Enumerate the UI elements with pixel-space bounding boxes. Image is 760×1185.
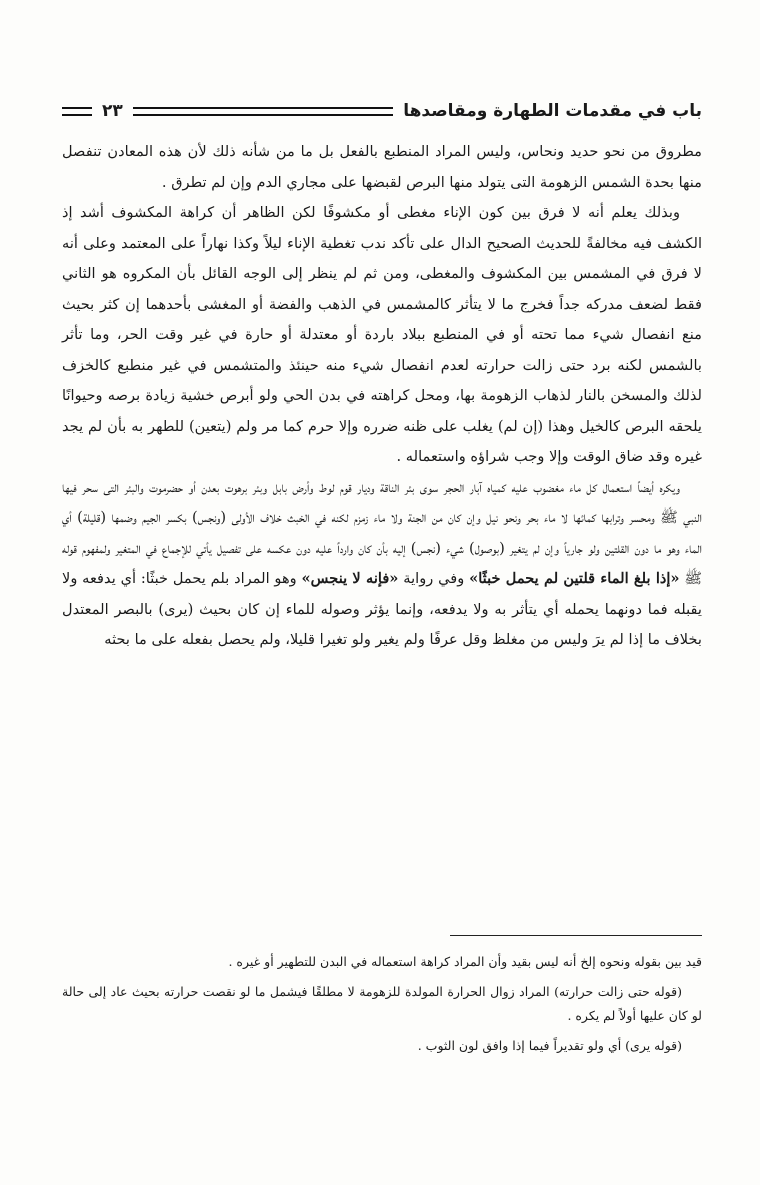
footnote: (قوله يرى) أي ولو تقديراً فيما إذا وافق لون الثوب .	[417, 1038, 682, 1053]
footnote-divider	[450, 935, 702, 936]
chapter-title: باب في مقدمات الطهارة ومقاصدها	[403, 101, 702, 121]
paragraph-text: وهو المراد بلم يحمل خبثًا: أي يدفعه ولا يقبله فما دونهما يحمله أي يتأثر به ولا يدفعه، وإنما يؤثر وصوله للماء إن كان بحيث (يرى) بالبصر المعتدل بخلاف ما إذا لم يرَ وليس من مغلظ وقل عرفًا ولم يغير ولو تغيرا قليلا، ولم يحصل بفعله على ما بحثه	[62, 570, 702, 648]
header-rule	[133, 107, 393, 116]
running-header	[62, 96, 702, 126]
paragraph-text: ويكره أيضاً استعمال كل ماء مغضوب عليه كمياه آبار الحجر سوى بئر الناقة وديار قوم لوط وأرض بابل وبئر برهوت بعدن أو حضرموت والبئر التى سحر فيها النبي ﷺ ومحسر وترابها كمائها لا ماء بحر ونحو نيل وإن كان من الجنة ولا ماء زمزم لكنه في الخبث خلاف الأولى (ونجس) بكسر الجيم وضمها (قليلة) أي الماء وهو ما دون القلتين ولو جارياً وإن لم يتغير (بوصول) شيء (نجس) إليه بأن كان وارداً عليه دون عكسه على تفصيل يأتي للإجماع في المتغير ولمفهوم قوله ﷺ	[62, 478, 702, 587]
footnotes	[62, 950, 702, 1064]
footnote: قيد بين بقوله ونحوه إلخ أنه ليس بقيد وأن المراد كراهة استعماله في البدن للتطهير أو غيره .	[228, 954, 702, 969]
main-text	[62, 137, 702, 656]
footnote: (قوله حتى زالت حرارته) المراد زوال الحرارة المولدة للزهومة لا مطلقًا فيشمل ما لو نقصت حرارته بحيث عاد إلى حالة لو كان عليها أولاً لم يكره .	[62, 984, 702, 1023]
paragraph	[62, 473, 702, 656]
hadith-quote: «إذا بلغ الماء قلتين لم يحمل خبثًا»	[469, 570, 680, 587]
page-number: ٢٣	[102, 101, 123, 121]
paragraph: مطروق من نحو حديد ونحاس، وليس المراد المنطبع بالفعل بل ما من شأنه ذلك لأن هذه المعادن تنفصل منها بحدة الشمس الزهومة التى يتولد منها البرص لقبضها على مجاري الدم وإن لم تطرق .	[62, 143, 702, 191]
paragraph: وبذلك يعلم أنه لا فرق بين كون الإناء مغطى أو مكشوفًا لكن الظاهر أن كراهة المكشوف أشد إذ الكشف فيه مخالفةً للحديث الصحيح الدال على تأكد ندب تغطية الإناء ليلاً وكذا نهاراً على المعتمد وعلى أنه لا فرق في المشمس بين المكشوف والمغطى، ومن ثم لم ينظر إلى الوجه القائل بأن المكروه هو الثاني فقط لضعف مدركه جداً فخرج ما لا يتأثر كالمشمس في الذهب والفضة أو المغشى بأحدهما إن كثر بحيث منع انفصال شيء مما تحته أو في المنطبع ببلاد باردة أو معتدلة أو حارة في غير وقت الحر، وما تأثر بالشمس لكنه برد حتى زالت حرارته لعدم انفصال شيء منه حينئذ والمتشمس في غير منطبع كالخزف لذلك والمسخن بالنار لذهاب الزهومة بها، ومحل كراهته في بدن الحي ولو أبرص خشية زيادة برصه وحيوانًا يلحقه البرص كالخيل وهذا (إن لم) يغلب على ظنه ضرره وإلا حرم كما مر ولم (يتعين) للطهر به بأن لم يجد غيره وقد ضاق الوقت وإلا وجب شراؤه واستعماله .	[62, 204, 702, 465]
header-rule-end	[62, 107, 92, 116]
paragraph-text: وفي رواية	[398, 570, 470, 587]
hadith-quote: «فإنه لا ينجس»	[301, 570, 399, 587]
